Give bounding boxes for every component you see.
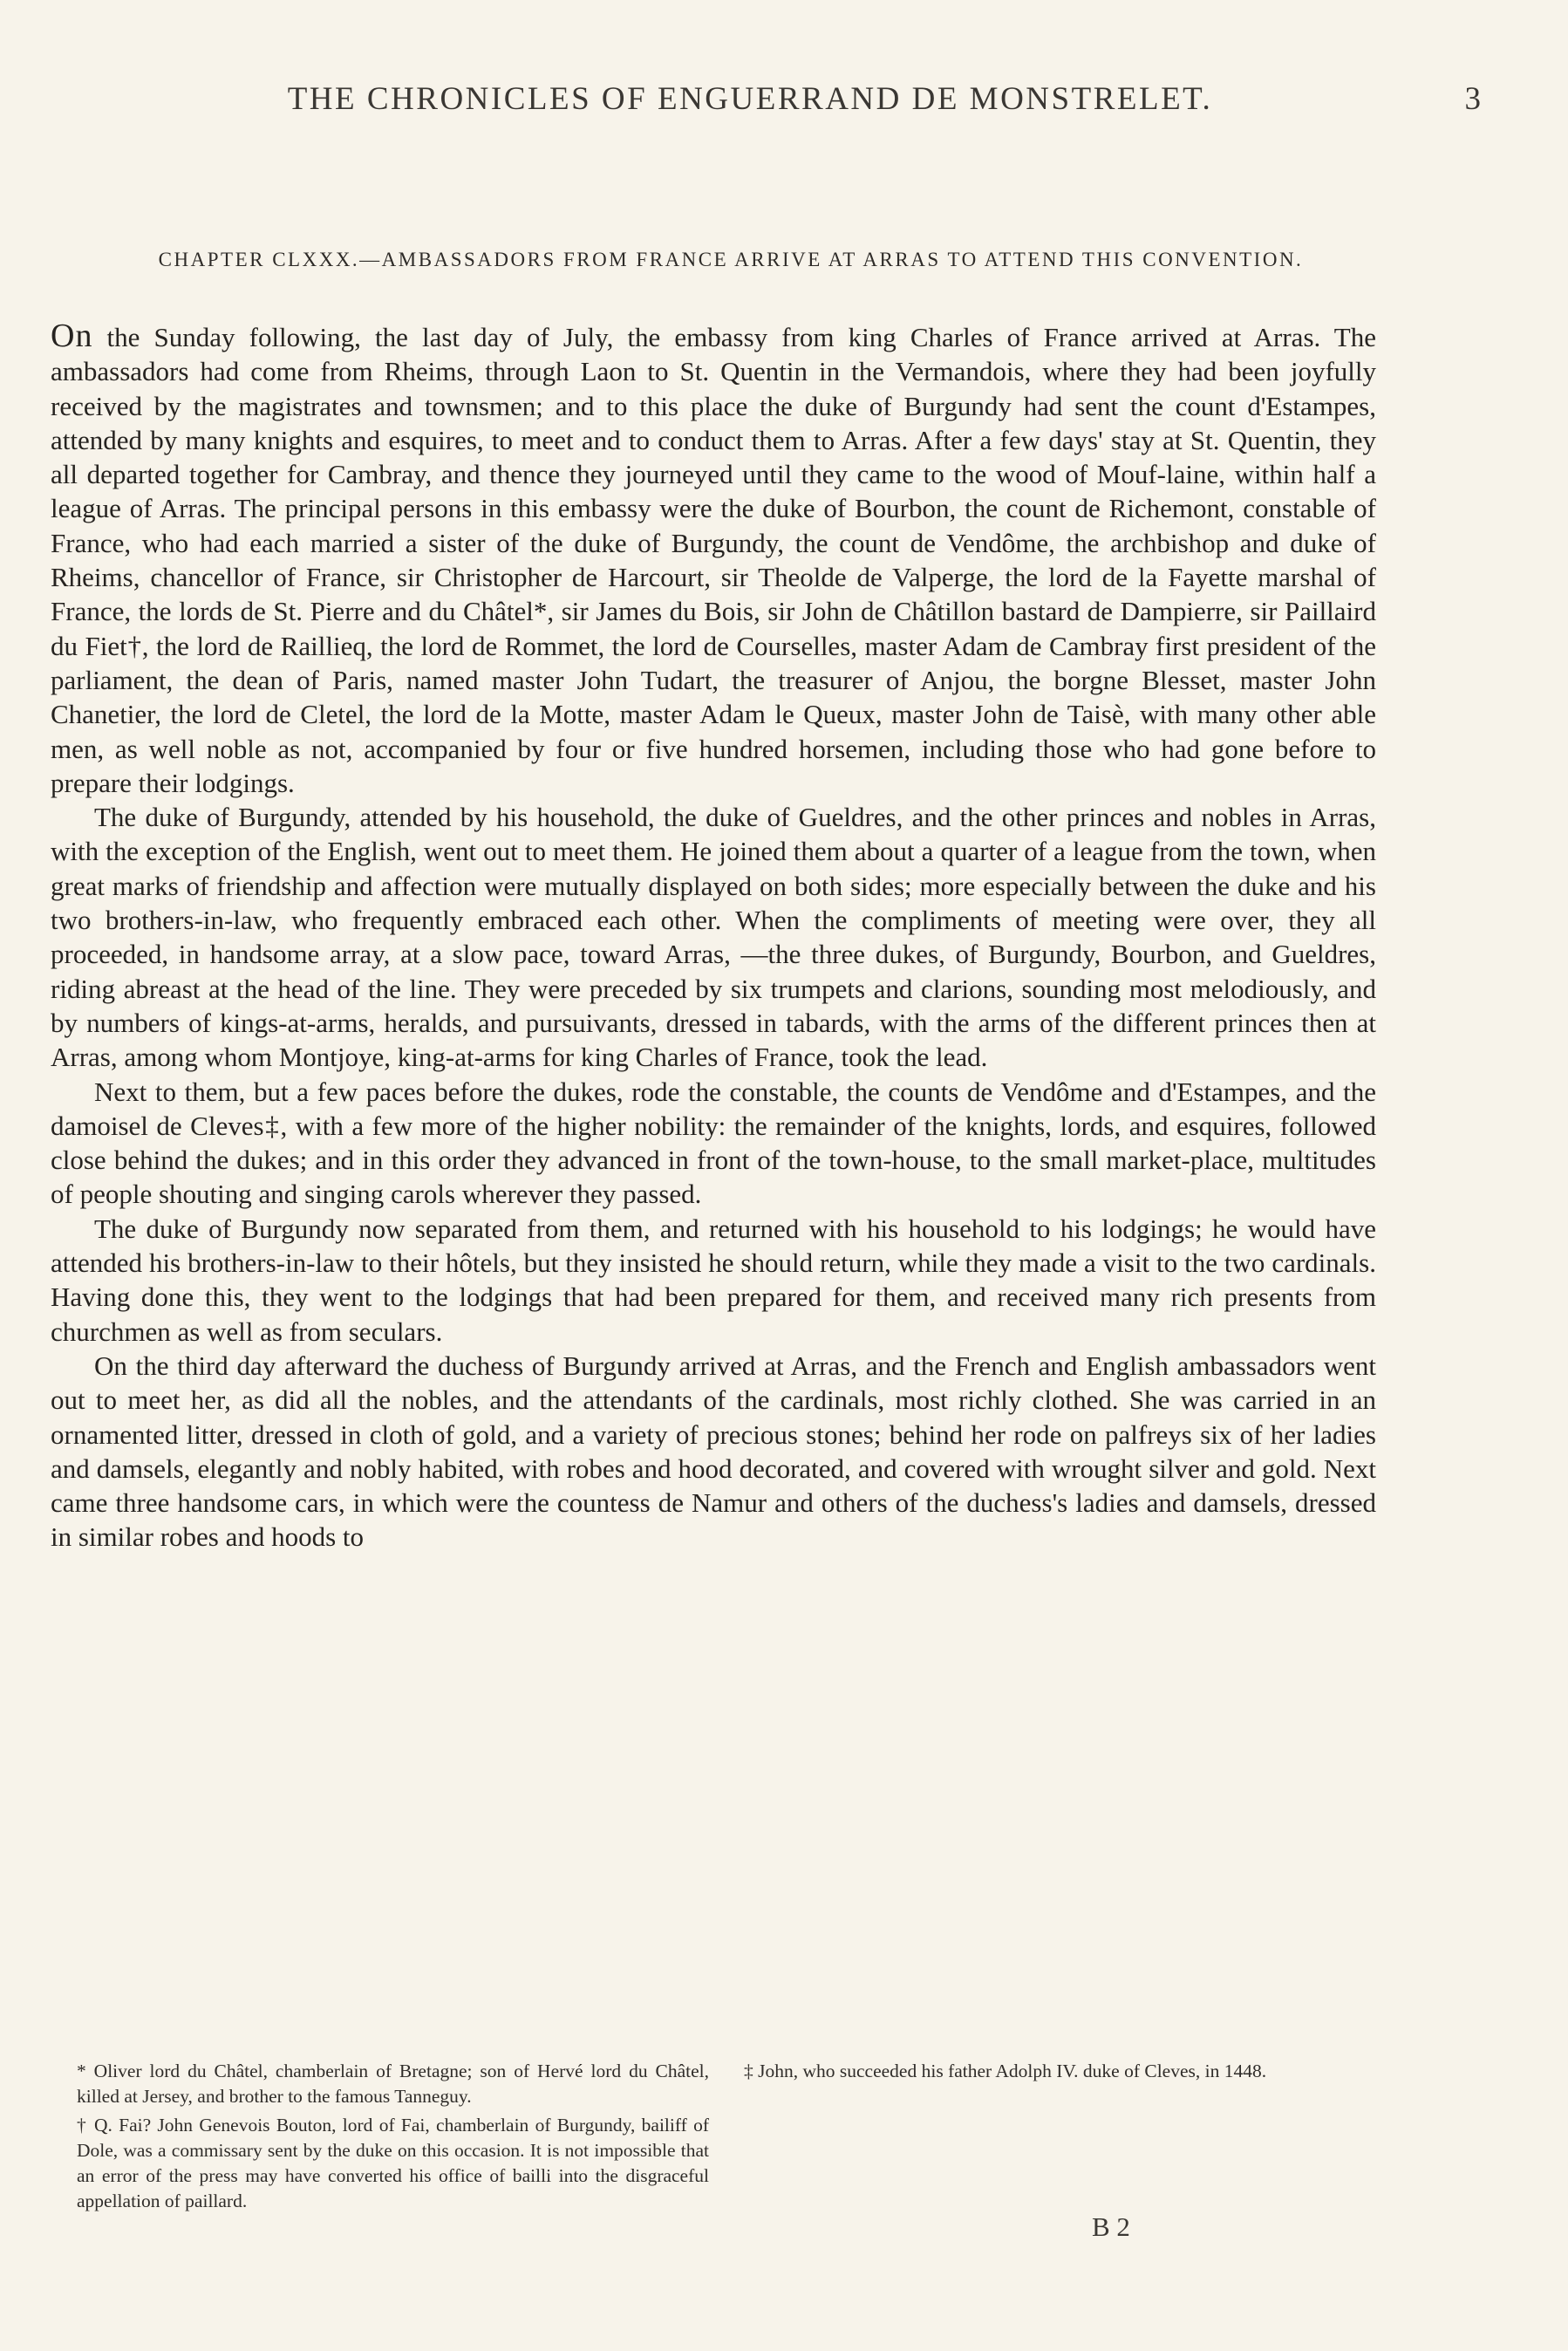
paragraph-2: The duke of Burgundy, attended by his household, the duke of Gueldres, and the other princes and nobles in Arras, with the exception of the English, went out to meet them. He joined them about a quarter of a league from the town, when great marks of friendship and affection were mutually displayed on both sides; more especially between the duke and his two brothers-in-law, who frequently embraced each other. When the compliments of meeting were over, they all proceeded, in handsome array, at a slow pace, toward Arras, —the three dukes, of Burgundy, Bourbon, and Gueldres, riding abreast at the head of the line. They were preceded by six trumpets and clarions, sounding most melodiously, and by numbers of kings-at-arms, heralds, and pursuivants, dressed in tabards, with the arms of the different princes then at Arras, among whom Montjoye, king-at-arms for king Charles of France, took the lead. <box>51 802 1376 1073</box>
paragraph-3: Next to them, but a few paces before the dukes, rode the constable, the counts de Vendôme and d'Estampes, and the damoisel de Cleves‡, with a few more of the higher nobility: the remainder of the knights, lords, and esquires, followed close behind the dukes; and in this order they advanced in front of the town-house, to the small market-place, multitudes of people shouting and singing carols wherever they passed. <box>51 1076 1376 1210</box>
footnotes <box>77 2059 1376 2218</box>
body-text <box>51 319 1376 1555</box>
footnote-3: ‡ John, who succeeded his father Adolph IV. duke of Cleves, in 1448. <box>744 2061 1267 2081</box>
running-header <box>52 80 1526 124</box>
footnote-column-right <box>744 2059 1376 2218</box>
footnote-column-left <box>77 2059 709 2218</box>
chapter-heading: CHAPTER CLXXX.—AMBASSADORS FROM FRANCE ARRIVE AT ARRAS TO ATTEND THIS CONVENTION. <box>158 249 1304 270</box>
paragraph-1 <box>51 319 1376 800</box>
running-title: THE CHRONICLES OF ENGUERRAND DE MONSTRELET. <box>287 81 1213 117</box>
footnote-2: † Q. Fai? John Genevois Bouton, lord of Fai, chamberlain of Burgundy, bailiff of Dole, was a commissary sent by the duke on this occasion. It is not impossible that an error of the press may have converted his office of bailli into the disgraceful appellation of paillard. <box>77 2115 709 2211</box>
drop-cap: On <box>51 318 93 354</box>
page-number: 3 <box>1464 81 1481 117</box>
signature-mark: B 2 <box>1092 2211 1130 2242</box>
footnote-1: * Oliver lord du Châtel, chamberlain of Bretagne; son of Hervé lord du Châtel, killed at Jersey, and brother to the famous Tanneguy. <box>77 2061 709 2107</box>
paragraph-1-text: the Sunday following, the last day of July, the embassy from king Charles of France arrived at Arras. The ambassadors had come from Rheims, through Laon to St. Quentin in the Vermandois, where they had been joyfully received by the magistrates and townsmen; and to this place the duke of Burgundy had sent the count d'Estampes, attended by many knights and esquires, to meet and to conduct them to Arras. After a few days' stay at St. Quentin, they all departed together for Cambray, and thence they journeyed until they came to the wood of Mouf-laine, within half a league of Arras. The principal persons in this embassy were the duke of Bourbon, the count de Richemont, constable of France, who had each married a sister of the duke of Burgundy, the count de Vendôme, the archbishop and duke of Rheims, chancellor of France, sir Christopher de Harcourt, sir Theolde de Valperge, the lord de la Fayette marshal of France, the lords de St. Pierre and du Châtel*, sir James du Bois, sir John de Châtillon bastard de Dampierre, sir Paillaird du Fiet†, the lord de Raillieq, the lord de Rommet, the lord de Courselles, master Adam de Cambray first president of the parliament, the dean of Paris, named master John Tudart, the treasurer of Anjou, the borgne Blesset, master John Chanetier, the lord de Cletel, the lord de la Motte, master Adam le Queux, master John de Taisè, with many other able men, as well noble as not, accompanied by four or five hundred horsemen, including those who had gone before to prepare their lodgings. <box>51 322 1376 798</box>
paragraph-4: The duke of Burgundy now separated from them, and returned with his household to his lodgings; he would have attended his brothers-in-law to their hôtels, but they insisted he should return, while they made a visit to the two cardinals. Having done this, they went to the lodgings that had been prepared for them, and received many rich presents from churchmen as well as from seculars. <box>51 1213 1376 1347</box>
paragraph-5: On the third day afterward the duchess of Burgundy arrived at Arras, and the French and English ambassadors went out to meet her, as did all the nobles, and the attendants of the cardinals, most richly clothed. She was carried in an ornamented litter, dressed in cloth of gold, and a variety of precious stones; behind her rode on palfreys six of her ladies and damsels, elegantly and nobly habited, with robes and hood decorated, and covered with wrought silver and gold. Next came three handsome cars, in which were the countess de Namur and others of the duchess's ladies and damsels, dressed in similar robes and hoods to <box>51 1350 1376 1553</box>
